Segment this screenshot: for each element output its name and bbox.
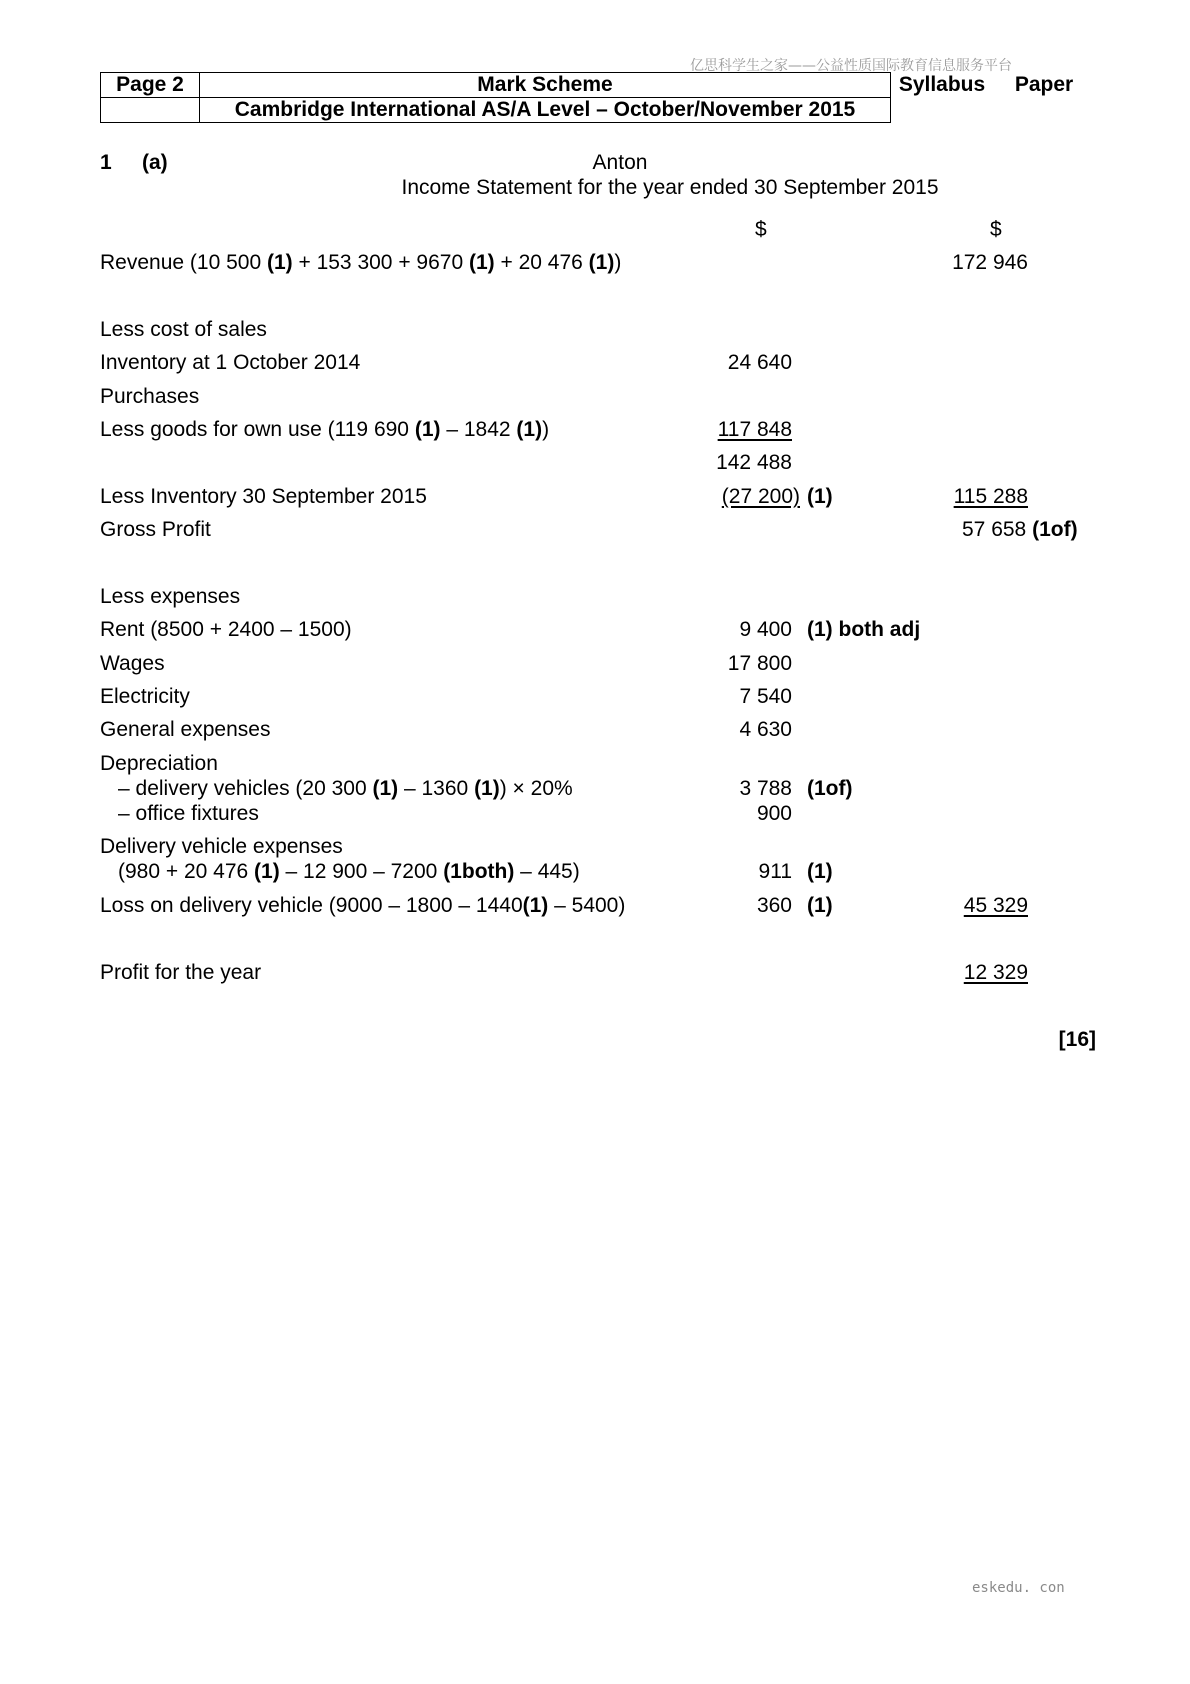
column1-currency: $ (755, 218, 767, 241)
electricity-value: 7 540 (739, 685, 792, 708)
header-mark-scheme: Mark Scheme (200, 73, 891, 98)
depreciation-fixtures-label: – office fixtures (118, 802, 259, 825)
header-page: Page 2 (101, 73, 200, 98)
delivery-expenses-heading: Delivery vehicle expenses (100, 835, 343, 858)
footer-site: eskedu. con (972, 1580, 1065, 1596)
depreciation-fixtures-value: 900 (756, 802, 792, 825)
delivery-expenses-value: 911 (758, 860, 792, 883)
total-marks: [16] (1058, 1028, 1096, 1051)
loss-on-vehicle-value: 360 (756, 894, 792, 917)
own-use-value: 117 848 (717, 418, 792, 441)
cost-of-sales-total: 115 288 (953, 485, 1028, 508)
revenue-label: Revenue (10 500 (1) + 153 300 + 9670 (1) + 20 476 (1)) (100, 251, 622, 274)
cost-of-sales-heading: Less cost of sales (100, 318, 267, 341)
question-number: 1 (100, 151, 112, 174)
own-use-label: Less goods for own use (119 690 (1) – 1842 (1)) (100, 418, 550, 441)
opening-inventory-label: Inventory at 1 October 2014 (100, 351, 361, 374)
header-blank-cell (101, 98, 200, 123)
revenue-total: 172 946 (952, 251, 1028, 274)
electricity-label: Electricity (100, 685, 190, 708)
depreciation-vehicles-label: – delivery vehicles (20 300 (1) – 1360 (1)) × 20% (118, 777, 573, 800)
general-expenses-label: General expenses (100, 718, 271, 741)
wages-value: 17 800 (727, 652, 792, 675)
depreciation-vehicles-mark: (1of) (807, 777, 853, 800)
wages-label: Wages (100, 652, 165, 675)
rent-mark: (1) both adj (807, 618, 921, 641)
closing-inventory-mark: (1) (807, 485, 833, 508)
closing-inventory-value: (27 200) (721, 485, 800, 508)
depreciation-heading: Depreciation (100, 752, 218, 775)
purchases-label: Purchases (100, 385, 200, 408)
general-expenses-value: 4 630 (739, 718, 792, 741)
expenses-heading: Less expenses (100, 585, 241, 608)
rent-label: Rent (8500 + 2400 – 1500) (100, 618, 352, 641)
header-exam: Cambridge International AS/A Level – October/November 2015 (200, 98, 891, 123)
delivery-expenses-mark: (1) (807, 860, 833, 883)
business-name: Anton (592, 151, 648, 174)
loss-on-vehicle-label: Loss on delivery vehicle (9000 – 1800 – 1440(1) – 5400) (100, 894, 626, 917)
closing-inventory-label: Less Inventory 30 September 2015 (100, 485, 427, 508)
header-blank-right2 (993, 98, 1096, 123)
column2-currency: $ (990, 218, 1002, 241)
header-table (100, 72, 1096, 123)
profit-value: 12 329 (963, 961, 1028, 984)
statement-title: Income Statement for the year ended 30 September 2015 (401, 176, 939, 199)
header-blank-right (891, 98, 994, 123)
question-part: (a) (142, 151, 168, 174)
gross-profit-label: Gross Profit (100, 518, 211, 541)
profit-label: Profit for the year (100, 961, 262, 984)
expenses-total: 45 329 (963, 894, 1028, 917)
rent-value: 9 400 (739, 618, 792, 641)
loss-on-vehicle-mark: (1) (807, 894, 833, 917)
depreciation-vehicles-value: 3 788 (739, 777, 792, 800)
gross-profit-value: 57 658 (1of) (962, 518, 1078, 541)
cost-subtotal: 142 488 (716, 451, 792, 474)
opening-inventory-value: 24 640 (727, 351, 792, 374)
delivery-expenses-calc: (980 + 20 476 (1) – 12 900 – 7200 (1both) – 445) (118, 860, 580, 883)
header-paper: Paper (1014, 73, 1074, 96)
header-syllabus: Syllabus (898, 73, 986, 96)
watermark-text: 亿思科学生之家——公益性质国际教育信息服务平台 (690, 58, 1012, 74)
